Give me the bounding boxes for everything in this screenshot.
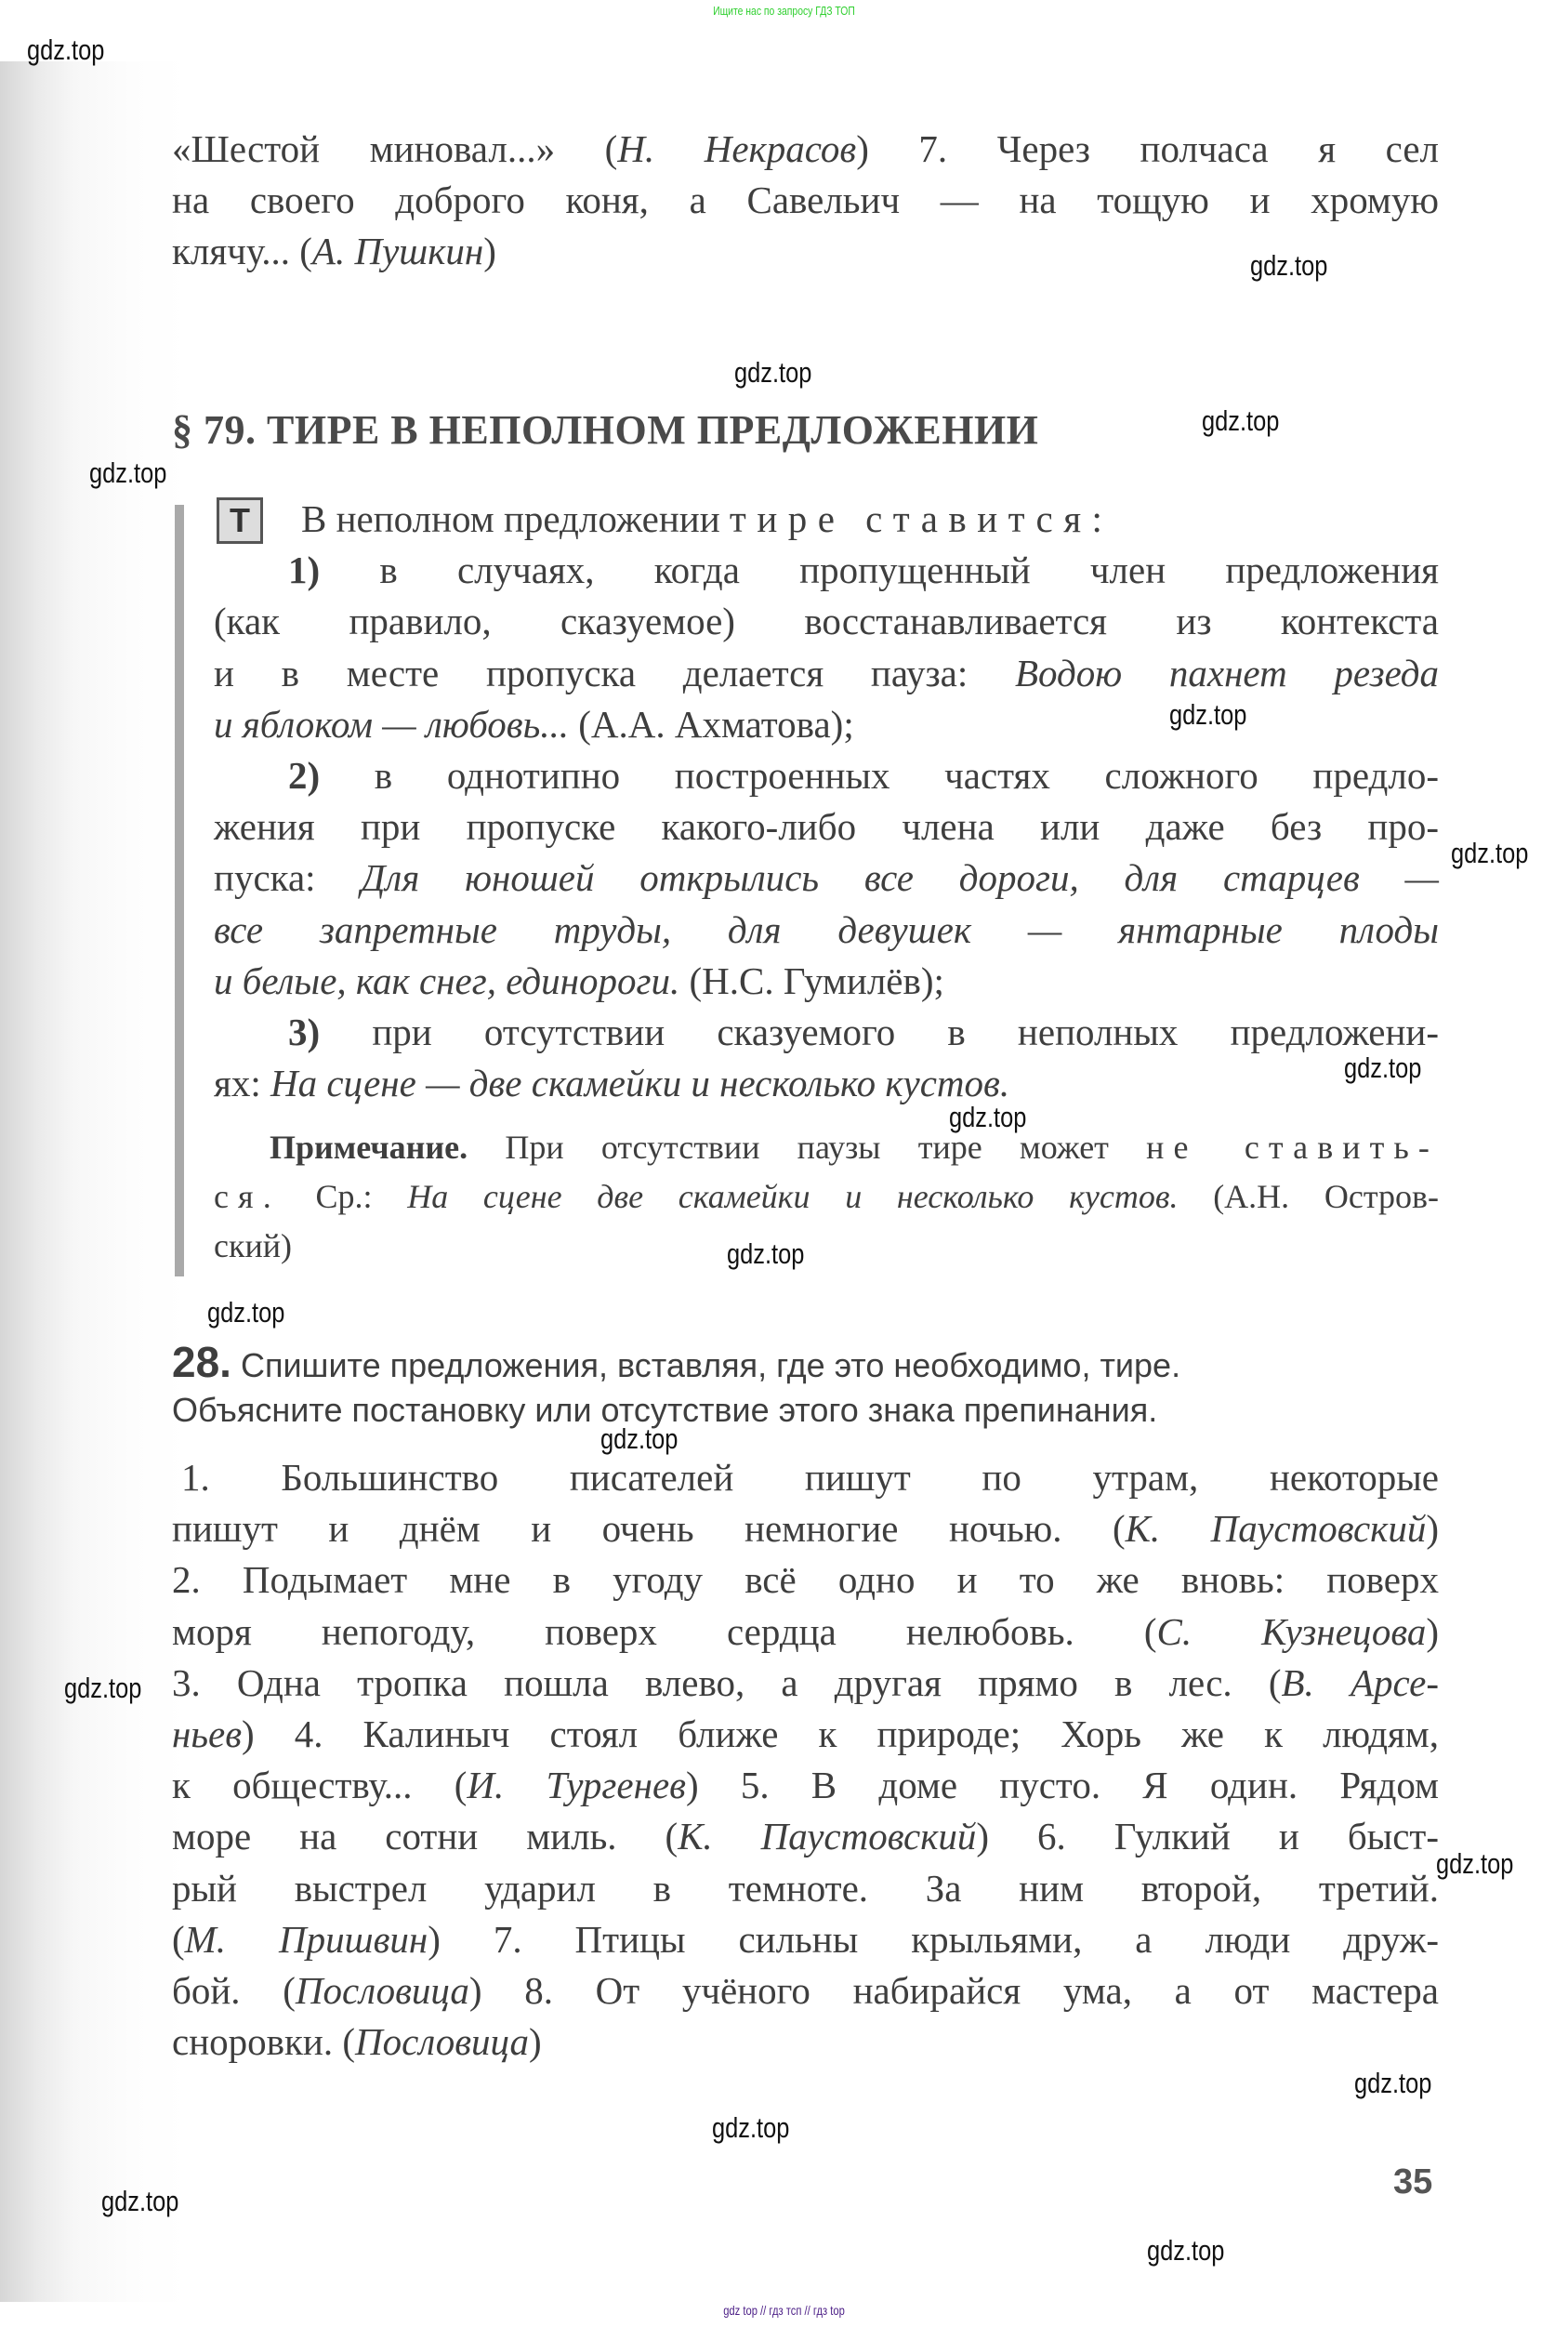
text-line: [172, 175, 1439, 226]
text-segment: (как правило, сказуемое) восстанавливается из контекста: [214, 600, 1439, 643]
text-segment: ) 8. От учёного набирайся ума, а от мастера: [468, 1968, 1439, 2012]
italic-text: Для юношей открылись все дороги, для старцев —: [361, 856, 1439, 900]
theory-icon: T: [217, 497, 263, 544]
italic-text: А. Пушкин: [311, 230, 484, 273]
italic-text: В. Арсе-: [1281, 1660, 1439, 1704]
text-line: [172, 1606, 1439, 1658]
top-banner-text: Ищите нас по запросу ГДЗ ТОП: [713, 4, 855, 18]
page-number: 35: [1393, 2162, 1433, 2201]
text-segment: ский): [214, 1227, 292, 1264]
rule-side-bar: [175, 505, 184, 1276]
italic-text: и яблоком — любовь...: [214, 702, 569, 746]
text-segment: на своего доброго коня, а Савельич — на тощую и хромую: [172, 178, 1439, 222]
watermark: gdz.top: [1354, 2067, 1432, 2099]
italic-text: И. Тургенев: [467, 1764, 686, 1807]
italic-text: К. Паустовский: [1125, 1507, 1427, 1551]
text-line: [214, 956, 1439, 1007]
text-line: [172, 1658, 1439, 1709]
text-line: [214, 750, 1439, 801]
text-segment: Объясните постановку или отсутствие этого знака препинания.: [172, 1391, 1158, 1429]
bold-text: Примечание.: [270, 1129, 468, 1166]
text-segment: Ср.:: [280, 1178, 408, 1215]
text-line: [172, 2016, 1439, 2068]
text-segment: (Н.С. Гумилёв);: [679, 959, 944, 1002]
watermark: gdz.top: [1451, 837, 1529, 869]
text-segment: клячу... (: [172, 230, 312, 273]
text-line: [214, 1222, 1439, 1271]
watermark: gdz.top: [101, 2185, 179, 2217]
spaced-text: ся.: [214, 1178, 281, 1215]
text-line: [172, 1760, 1439, 1811]
text-line: [214, 801, 1439, 853]
text-segment: 2. Подымает мне в угоду всё одно и то же вновь: поверх: [172, 1558, 1439, 1602]
text-segment: в однотипно построенных частях сложного предло-: [320, 753, 1439, 797]
text-line: [172, 1709, 1439, 1760]
text-line: [214, 853, 1439, 904]
text-segment: 3. Одна тропка пошла влево, а другая прямо в лес. (: [172, 1660, 1282, 1704]
text-line: [172, 1863, 1439, 1914]
text-segment: ) 6. Гулкий и быст-: [976, 1815, 1439, 1858]
italic-text: Пословица: [295, 1968, 469, 2012]
italic-text: Н. Некрасов: [617, 127, 857, 170]
text-segment: 1. Большинство писателей пишут по утрам, некоторые: [181, 1456, 1439, 1499]
watermark: gdz.top: [1202, 404, 1280, 437]
watermark: gdz.top: [727, 1237, 805, 1270]
exercise-task-line: [172, 1339, 1439, 1386]
text-segment: сноровки. (: [172, 2020, 356, 2064]
text-line: [214, 648, 1439, 699]
exercise-number: 28.: [172, 1338, 231, 1386]
bottom-banner-text: gdz top // гдз тсп // гдз top: [723, 2303, 845, 2318]
italic-text: Водою пахнет резеда: [1015, 651, 1439, 694]
text-segment: ): [1426, 1609, 1439, 1653]
exercise-task-line: [172, 1386, 1439, 1434]
text-line: [172, 1914, 1439, 1965]
text-segment: море на сотни миль. (: [172, 1815, 679, 1858]
text-segment: Спишите предложения, вставляя, где это необходимо, тире.: [231, 1346, 1181, 1384]
watermark: gdz.top: [1250, 249, 1328, 282]
watermark: gdz.top: [949, 1101, 1027, 1133]
text-line: [214, 905, 1439, 956]
italic-text: и белые, как снег, единороги.: [214, 959, 680, 1002]
watermark: gdz.top: [734, 356, 812, 389]
text-segment: жения при пропуске какого-либо члена или даже без про-: [214, 805, 1439, 849]
text-line: [172, 1503, 1439, 1554]
rule-text: [214, 494, 1439, 1109]
italic-text: М. Пришвин: [184, 1917, 428, 1961]
text-segment: пишут и днём и очень немногие ночью. (: [172, 1507, 1126, 1551]
text-segment: При отсутствии паузы тире может: [468, 1129, 1147, 1166]
text-segment: ): [529, 2020, 542, 2064]
watermark: gdz.top: [1436, 1847, 1514, 1880]
text-segment: ): [483, 230, 496, 273]
text-segment: ): [1426, 1507, 1439, 1551]
bold-text: 1): [288, 549, 321, 592]
text-segment: пуска:: [214, 856, 362, 900]
text-segment: ) 4. Калиныч стоял ближе к природе; Хорь же к людям,: [242, 1712, 1439, 1755]
watermark: gdz.top: [89, 456, 167, 489]
text-line: [172, 1554, 1439, 1606]
italic-text: ньев: [172, 1712, 242, 1755]
text-line: [214, 494, 1439, 545]
italic-text: Пословица: [355, 2020, 529, 2064]
italic-text: все запретные труды, для девушек — янтарные плоды: [214, 907, 1439, 951]
text-segment: в случаях, когда пропущенный член предложения: [320, 549, 1439, 592]
text-line: [214, 1172, 1439, 1222]
text-line: [214, 1058, 1439, 1109]
watermark: gdz.top: [64, 1672, 142, 1704]
text-segment: ) 7. Через полчаса я сел: [856, 127, 1439, 170]
intro-text: [172, 124, 1439, 278]
text-line: [172, 1811, 1439, 1862]
text-segment: (А.Н. Остров-: [1178, 1178, 1440, 1215]
text-segment: моря непогоду, поверх сердца нелюбовь. (: [172, 1609, 1157, 1653]
text-line: [172, 1452, 1439, 1503]
exercise-sentences: [172, 1452, 1439, 2068]
text-line: [214, 1123, 1439, 1172]
text-line: [214, 545, 1439, 596]
italic-text: На сцене две скамейки и несколько кустов.: [407, 1178, 1179, 1215]
watermark: gdz.top: [1344, 1051, 1422, 1084]
text-segment: рый выстрел ударил в темноте. За ним второй, третий.: [172, 1866, 1439, 1910]
text-line: [214, 699, 1439, 750]
watermark: gdz.top: [207, 1296, 285, 1329]
text-line: [214, 1007, 1439, 1058]
watermark: gdz.top: [712, 2111, 790, 2144]
watermark: gdz.top: [1169, 698, 1247, 731]
text-segment: В неполном предложении: [301, 497, 730, 540]
spaced-text: не ставить-: [1146, 1129, 1439, 1166]
text-segment: «Шестой миновал...» (: [172, 127, 618, 170]
watermark: gdz.top: [600, 1422, 679, 1455]
text-segment: к обществу... (: [172, 1764, 468, 1807]
exercise-task: [172, 1339, 1439, 1434]
italic-text: С. Кузнецова: [1156, 1609, 1427, 1653]
bold-text: 2): [288, 753, 321, 797]
text-line: [172, 226, 1439, 277]
section-heading: § 79. ТИРЕ В НЕПОЛНОМ ПРЕДЛОЖЕНИИ: [172, 407, 1039, 453]
text-segment: бой. (: [172, 1968, 296, 2012]
text-segment: ) 5. В доме пусто. Я один. Рядом: [685, 1764, 1439, 1807]
text-segment: и в месте пропуска делается пауза:: [214, 651, 1015, 694]
rule-note: [214, 1123, 1439, 1271]
text-line: [172, 1965, 1439, 2016]
watermark: gdz.top: [1147, 2234, 1225, 2267]
text-segment: при отсутствии сказуемого в неполных предложени-: [320, 1010, 1439, 1053]
text-segment: (А.А. Ахматова);: [569, 702, 854, 746]
text-segment: (: [172, 1917, 185, 1961]
italic-text: К. Паустовский: [678, 1815, 977, 1858]
text-segment: ) 7. Птицы сильны крыльями, а люди друж-: [428, 1917, 1439, 1961]
text-segment: ях:: [214, 1062, 270, 1105]
italic-text: На сцене — две скамейки и несколько кустов.: [270, 1062, 1010, 1105]
text-line: [214, 596, 1439, 647]
spaced-text: тире ставится:: [729, 497, 1113, 540]
bold-text: 3): [288, 1010, 321, 1053]
watermark: gdz.top: [27, 33, 105, 66]
text-line: [172, 124, 1439, 175]
